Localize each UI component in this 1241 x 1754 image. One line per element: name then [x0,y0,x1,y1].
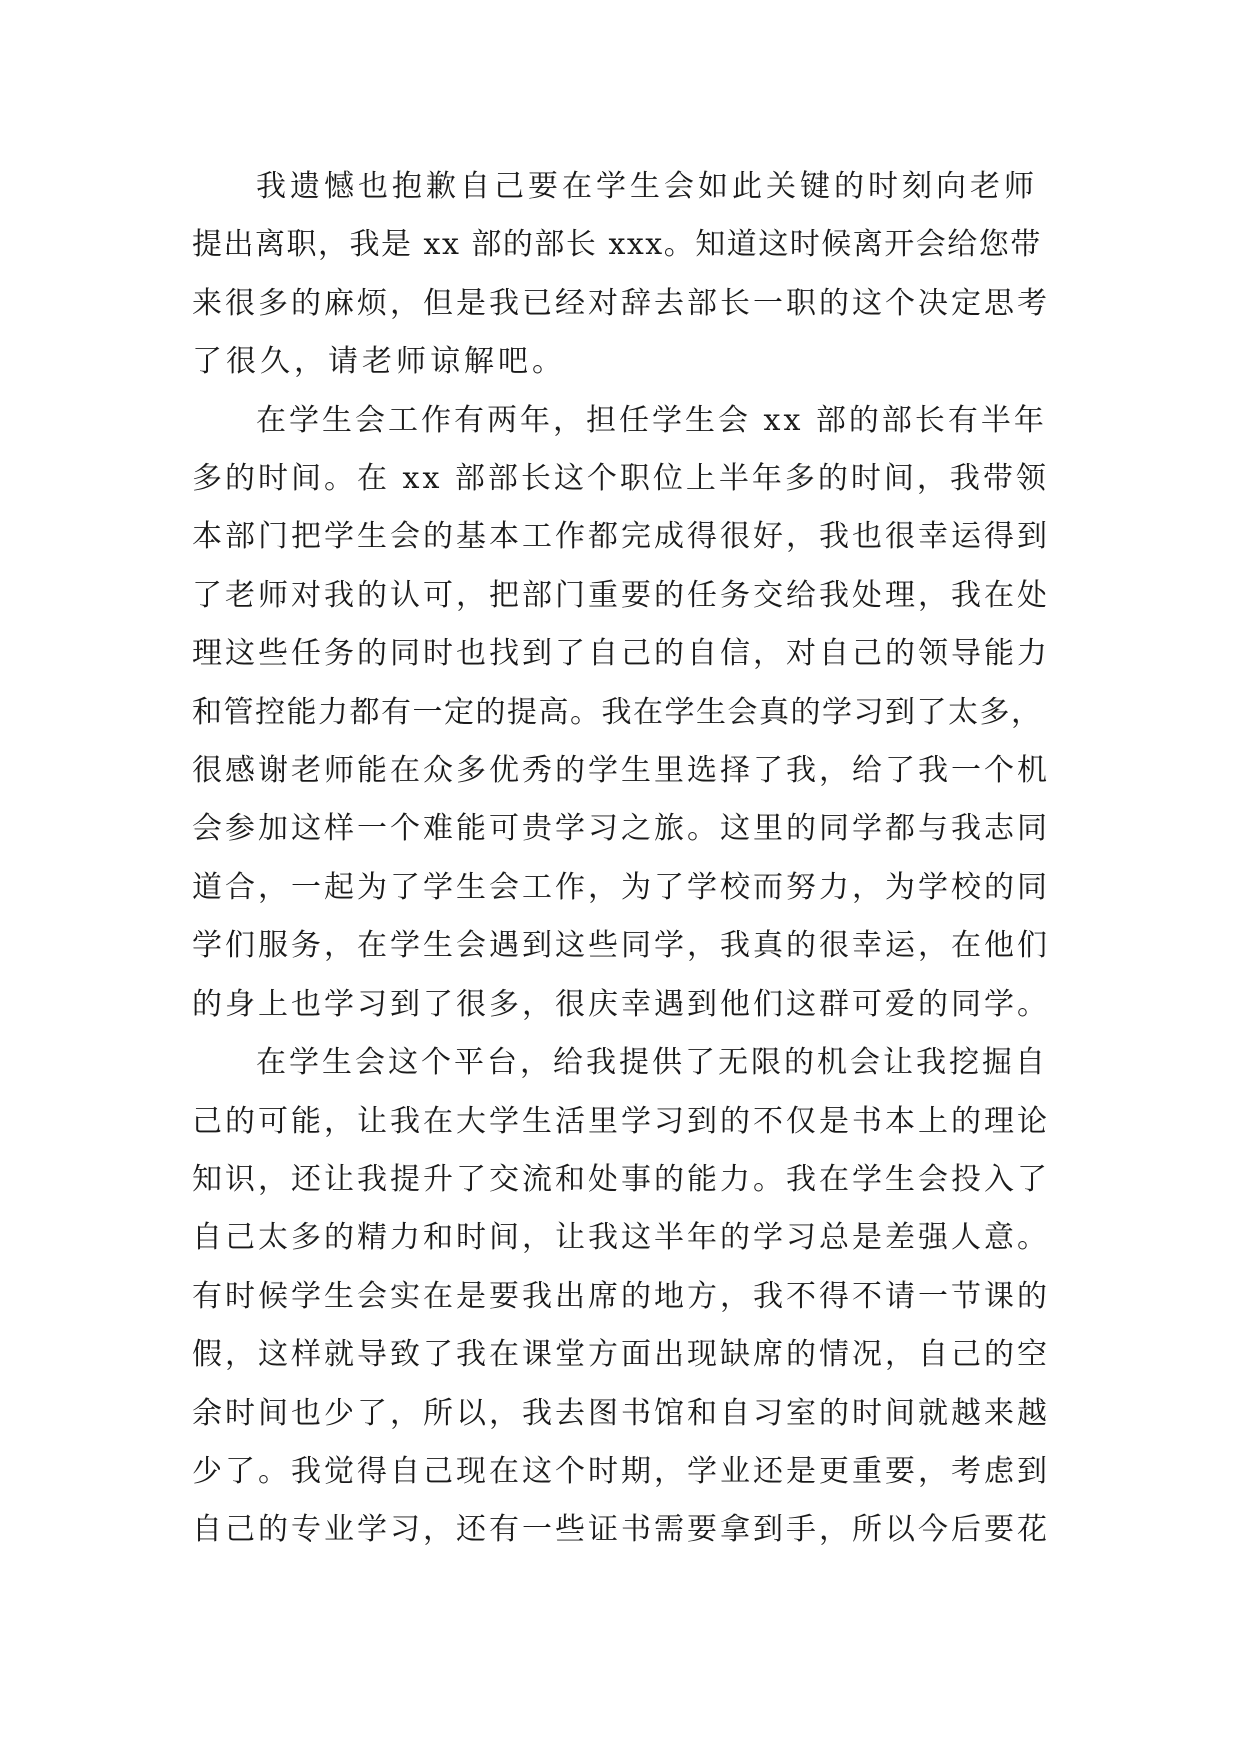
paragraph-2 [192,392,1052,1034]
text-line: 理这些任务的同时也找到了自己的自信，对自己的领导能力 [192,636,1050,672]
text-line: 了很久，请老师谅解吧。 [192,344,566,380]
text-line: 知识，还让我提升了交流和处事的能力。我在学生会投入了 [192,1161,1050,1197]
text-line: 多的时间。在 xx 部部长这个职位上半年多的时间，我带领 [192,461,1049,497]
text-line: 和管控能力都有一定的提高。我在学生会真的学习到了太多， [192,694,1043,730]
paragraph-1 [192,158,1052,392]
paragraph-3 [192,1034,1052,1560]
text-line: 很感谢老师能在众多优秀的学生里选择了我，给了我一个机 [192,753,1050,789]
text-line: 道合，一起为了学生会工作，为了学校而努力，为学校的同 [192,869,1050,905]
text-line: 少了。我觉得自己现在这个时期，学业还是更重要，考虑到 [192,1453,1050,1489]
text-line: 余时间也少了，所以，我去图书馆和自习室的时间就越来越 [192,1395,1050,1431]
text-line: 会参加这样一个难能可贵学习之旅。这里的同学都与我志同 [192,811,1050,847]
text-line: 有时候学生会实在是要我出席的地方，我不得不请一节课的 [192,1278,1050,1314]
text-line: 我遗憾也抱歉自己要在学生会如此关键的时刻向老师 [256,169,1038,204]
text-line: 提出离职，我是 xx 部的部长 xxx。知道这时候离开会给您带 [192,227,1042,263]
text-line: 自己的专业学习，还有一些证书需要拿到手，所以今后要花 [192,1512,1050,1548]
text-line: 的身上也学习到了很多，很庆幸遇到他们这群可爱的同学。 [192,986,1050,1022]
text-line: 了老师对我的认可，把部门重要的任务交给我处理，我在处 [192,577,1050,613]
text-line: 来很多的麻烦，但是我已经对辞去部长一职的这个决定思考 [192,285,1050,321]
document-body [192,158,1052,1560]
text-line: 学们服务，在学生会遇到这些同学，我真的很幸运，在他们 [192,928,1050,964]
text-line: 假，这样就导致了我在课堂方面出现缺席的情况，自己的空 [192,1337,1050,1373]
text-line: 己的可能，让我在大学生活里学习到的不仅是书本上的理论 [192,1103,1050,1139]
text-line: 本部门把学生会的基本工作都完成得很好，我也很幸运得到 [192,519,1050,555]
text-line: 自己太多的精力和时间，让我这半年的学习总是差强人意。 [192,1220,1050,1256]
text-line: 在学生会工作有两年，担任学生会 xx 部的部长有半年 [256,402,1047,438]
text-line: 在学生会这个平台，给我提供了无限的机会让我挖掘自 [256,1045,1048,1081]
